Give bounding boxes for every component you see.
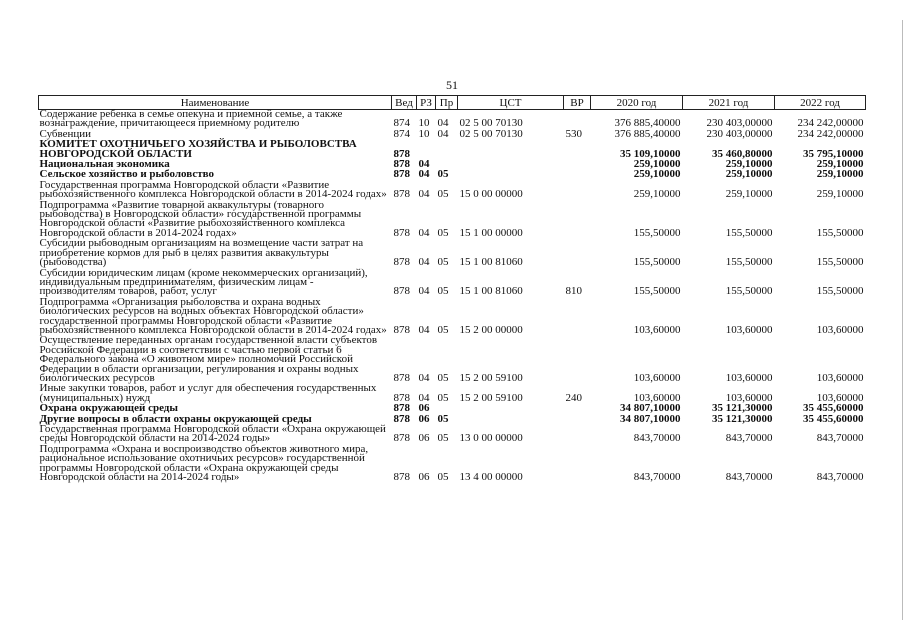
header-rz: РЗ [417,96,436,110]
cell-name: Другие вопросы в области охраны окружающей среды [39,412,312,425]
table-row [39,200,866,239]
cell-pr: 05 [437,412,449,425]
cell-name: Национальная экономика [39,158,170,171]
cell-name: Содержание ребенка в семье опекуна и приемной семье, а также вознаграждение, причитающееся приемному родителю [39,108,343,130]
cell-cst [458,169,564,179]
cell-y2022: 843,70000 [816,471,864,484]
cell-name: Субсидии юридическим лицам (кроме некоммерческих организаций), индивидуальным предпринимателям, физическим лицам - производителям товаров, работ, услуг [39,266,368,298]
cell-y2021: 103,60000 [725,391,773,404]
cell-rz: 04 [418,226,430,239]
cell-y2020: 35 109,10000 [620,147,681,160]
table-row [39,444,866,483]
table-row [39,139,866,159]
cell-vr [564,110,591,129]
cell-vr [564,139,591,159]
budget-table [38,95,866,482]
cell-y2020: 376 885,40000 [614,117,681,130]
table-row [39,110,866,129]
cell-rz: 06 [418,471,430,484]
cell-cst: 15 1 00 81060 [459,285,523,298]
cell-name: Иные закупки товаров, работ и услуг для обеспечения государственных (муниципальных) нужд [39,382,377,404]
cell-rz: 04 [418,168,430,181]
cell-name: Подпрограмма «Охрана и воспроизводство объектов животного мира, рациональное использование охотничьих ресурсов» государственной программы Новгородской области «Охрана окружающей среды Новгородской области на 2014-2024 годы» [39,442,369,484]
cell-cst: 15 1 00 81060 [459,256,523,269]
cell-rz: 04 [418,285,430,298]
cell-ved: 878 [393,147,410,160]
cell-pr: 05 [437,432,449,445]
cell-y2021: 35 121,30000 [712,412,773,425]
cell-ved: 874 [393,127,410,140]
cell-ved: 878 [393,402,410,415]
cell-pr: 04 [437,127,449,140]
cell-y2020: 155,50000 [633,285,681,298]
cell-vr [564,200,591,239]
cell-name: Государственная программа Новгородской области «Развитие рыбохозяйственного комплекса Новгородской области в 2014-2024 годах» [39,178,387,201]
cell-pr: 05 [437,285,449,298]
cell-rz: 06 [418,402,430,415]
cell-y2021: 35 460,80000 [712,147,773,160]
cell-y2021: 103,60000 [725,323,773,336]
cell-rz: 06 [418,432,430,445]
cell-pr: 05 [437,188,449,201]
cell-y2020: 103,60000 [633,371,681,384]
cell-cst: 02 5 00 70130 [459,127,523,140]
header-name: Наименование [39,96,392,110]
cell-rz: 04 [418,371,430,384]
cell-y2020: 843,70000 [633,432,681,445]
cell-vr: 810 [565,285,582,298]
cell-vr [564,159,591,169]
cell-y2020: 259,10000 [633,158,681,171]
cell-y2021: 230 403,00000 [706,117,773,130]
cell-pr: 05 [437,256,449,269]
cell-cst: 13 4 00 00000 [459,471,523,484]
cell-ved: 878 [393,188,410,201]
cell-ved: 878 [393,391,410,404]
header-cst: ЦСТ [458,96,564,110]
cell-y2022: 259,10000 [816,168,864,181]
cell-ved: 878 [393,432,410,445]
table-row [39,335,866,383]
cell-y2020: 155,50000 [633,226,681,239]
table-body [39,110,866,483]
cell-y2022: 155,50000 [816,256,864,269]
cell-rz: 04 [418,391,430,404]
cell-cst [458,139,564,159]
header-pr: Пр [436,96,458,110]
cell-ved: 878 [393,412,410,425]
table-row [39,424,866,444]
cell-cst [458,159,564,169]
cell-name: Подпрограмма «Развитие товарной аквакультуры (товарного рыбоводства) в Новгородской области» государственной программы Новгородской области «Развитие рыбохозяйственного комплекса Новгородской области в 2014-2024 годах» [39,198,362,239]
cell-rz: 04 [418,256,430,269]
cell-y2021: 155,50000 [725,285,773,298]
cell-ved: 878 [393,168,410,181]
cell-y2021: 155,50000 [725,226,773,239]
cell-cst [458,414,564,424]
cell-y2022: 843,70000 [816,432,864,445]
page-number: 51 [446,78,458,92]
cell-ved: 878 [393,371,410,384]
cell-vr [564,414,591,424]
cell-name: Государственная программа Новгородской области «Охрана окружающей среды Новгородской области на 2014-2024 годы» [39,423,386,445]
cell-rz: 04 [418,188,430,201]
cell-cst: 15 2 00 00000 [459,323,523,336]
cell-ved: 878 [393,471,410,484]
cell-ved: 878 [393,285,410,298]
cell-vr [564,444,591,483]
cell-name: Субсидии рыбоводным организациям на возмещение части затрат на приобретение кормов для рыб в целях развития аквакультуры (рыбоводства) [39,237,364,269]
cell-y2022: 103,60000 [816,391,864,404]
cell-cst: 15 1 00 00000 [459,226,523,239]
cell-y2022: 155,50000 [816,226,864,239]
header-2022: 2022 год [775,96,866,110]
header-vr: ВР [564,96,591,110]
cell-vr [564,403,591,413]
cell-y2022: 259,10000 [816,158,864,171]
cell-rz: 04 [418,158,430,171]
cell-name: Охрана окружающей среды [39,402,178,415]
cell-y2020: 103,60000 [633,391,681,404]
cell-vr [564,335,591,383]
cell-y2022: 103,60000 [816,323,864,336]
cell-y2020: 376 885,40000 [614,127,681,140]
cell-vr [564,169,591,179]
cell-y2022: 234 242,00000 [797,127,864,140]
cell-pr [436,139,458,159]
cell-vr [564,297,591,336]
cell-vr [564,180,591,200]
cell-y2021: 843,70000 [725,432,773,445]
cell-y2021: 103,60000 [725,371,773,384]
page-edge-mark [902,20,903,620]
cell-ved: 878 [393,158,410,171]
cell-ved: 878 [393,323,410,336]
cell-vr [564,238,591,267]
cell-cst: 02 5 00 70130 [459,117,523,130]
cell-y2022: 155,50000 [816,285,864,298]
cell-y2020: 34 807,10000 [620,412,681,425]
cell-y2020: 155,50000 [633,256,681,269]
cell-cst: 15 0 00 00000 [459,188,523,201]
cell-cst: 15 2 00 59100 [459,391,523,404]
cell-y2022: 259,10000 [816,188,864,201]
cell-y2021: 230 403,00000 [706,127,773,140]
cell-y2021: 259,10000 [725,158,773,171]
cell-y2021: 843,70000 [725,471,773,484]
cell-rz: 10 [418,117,430,130]
cell-ved: 878 [393,226,410,239]
cell-y2021: 259,10000 [725,188,773,201]
cell-vr [564,424,591,444]
cell-y2021: 155,50000 [725,256,773,269]
cell-cst [458,403,564,413]
cell-y2020: 843,70000 [633,471,681,484]
cell-cst: 15 2 00 59100 [459,371,523,384]
cell-y2020: 34 807,10000 [620,402,681,415]
cell-pr: 04 [437,117,449,130]
header-ved: Вед [392,96,417,110]
cell-name: КОМИТЕТ ОХОТНИЧЬЕГО ХОЗЯЙСТВА И РЫБОЛОВСТВА НОВГОРОДСКОЙ ОБЛАСТИ [39,138,357,160]
cell-vr: 240 [565,391,582,404]
cell-pr: 05 [437,391,449,404]
cell-y2022: 35 795,10000 [803,147,864,160]
table-row [39,180,866,200]
table-row [39,268,866,297]
cell-rz: 10 [418,127,430,140]
table-row [39,383,866,403]
cell-name: Сельское хозяйство и рыболовство [39,168,214,181]
cell-vr: 530 [565,127,582,140]
header-2021: 2021 год [683,96,775,110]
cell-y2022: 103,60000 [816,371,864,384]
cell-y2021: 35 121,30000 [712,402,773,415]
cell-pr: 05 [437,168,449,181]
cell-ved: 878 [393,256,410,269]
cell-cst: 13 0 00 00000 [459,432,523,445]
cell-y2022: 35 455,60000 [803,412,864,425]
table-row [39,238,866,267]
header-2020: 2020 год [591,96,683,110]
cell-rz: 04 [418,323,430,336]
cell-name: Подпрограмма «Организация рыболовства и охрана водных биологических ресурсов на водных объектах Новгородской области» государственной программы Новгородской области «Развитие рыбохозяйственного комплекса Новгородской области в 2014-2024 годах» [39,295,387,336]
cell-y2021: 259,10000 [725,168,773,181]
table-row [39,297,866,336]
cell-pr: 05 [437,471,449,484]
cell-y2020: 259,10000 [633,168,681,181]
cell-y2022: 234 242,00000 [797,117,864,130]
cell-ved: 874 [393,117,410,130]
cell-y2020: 103,60000 [633,323,681,336]
cell-pr: 05 [437,371,449,384]
cell-rz: 06 [418,412,430,425]
cell-rz [417,139,436,159]
cell-name: Субвенции [39,127,92,140]
cell-name: Осуществление переданных органам государственной власти субъектов Российской Федерации в соответствии с частью первой статьи 6 Федерального закона «О животном мире» полномочий Российской Федерации в области организации, регулирования и охраны водных биологических ресурсов [39,334,378,384]
cell-pr: 05 [437,226,449,239]
cell-pr: 05 [437,323,449,336]
cell-y2020: 259,10000 [633,188,681,201]
cell-y2022: 35 455,60000 [803,402,864,415]
